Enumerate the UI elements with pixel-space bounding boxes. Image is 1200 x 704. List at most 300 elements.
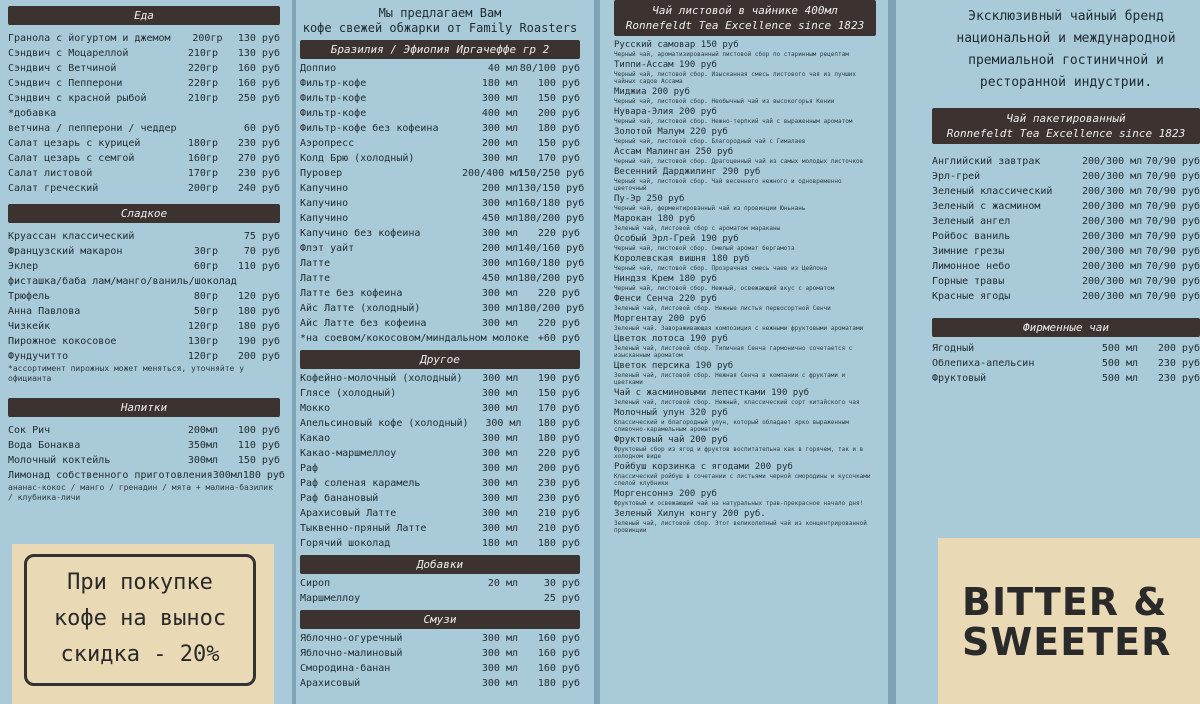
- menu-item-price: +60 руб: [537, 333, 580, 344]
- menu-item-price: 70/90 руб: [1145, 201, 1200, 212]
- tea-item: [614, 361, 876, 386]
- menu-item-name: Облепиха-апельсин: [932, 358, 1035, 369]
- menu-item-name: Лимонад собственного приготовления: [8, 470, 213, 481]
- menu-item-price: 160/180 руб: [518, 258, 585, 269]
- menu-item-volume: 200/300 мл: [1082, 276, 1143, 287]
- tea-item: [614, 462, 876, 487]
- menu-item-price: 110 руб: [237, 440, 280, 451]
- menu-item-name: Айс Латте без кофеина: [300, 318, 427, 329]
- menu-item-volume: 180 мл: [481, 538, 518, 549]
- menu-item-row: [932, 199, 1200, 214]
- food-header: Еда: [8, 6, 280, 25]
- menu-item-price: 180/200 руб: [518, 273, 585, 284]
- menu-item-name: Ягодный: [932, 343, 975, 354]
- menu-item-row: [300, 211, 585, 226]
- menu-item-volume: 300 мл: [481, 198, 518, 209]
- menu-item-row: [8, 181, 280, 196]
- menu-item-price: 180 руб: [537, 678, 580, 689]
- tea-name: Марокан 180 руб: [614, 214, 696, 224]
- menu-item-name: Раф соленая карамель: [300, 478, 421, 489]
- tea-name: Фенси Сенча 220 руб: [614, 294, 717, 304]
- menu-item-price: 200 руб: [537, 108, 580, 119]
- menu-item-price: 180 руб: [537, 123, 580, 134]
- menu-item-row: [932, 259, 1200, 274]
- coffee-header: Бразилия / Эфиопия Иргачеффе гр 2: [300, 40, 580, 59]
- tea-description: Зеленый чай, листовой сбор. Этот великолепный чай из концентрированной провинции: [614, 520, 867, 534]
- menu-panel-food: [0, 0, 292, 704]
- menu-item-volume: 300 мл: [481, 523, 518, 534]
- menu-item-price: 150 руб: [537, 138, 580, 149]
- menu-item-price: 160/180 руб: [518, 198, 585, 209]
- menu-item-name: ветчина / пепперони / чеддер: [8, 123, 177, 134]
- menu-item-volume: 130гр: [187, 336, 218, 347]
- menu-item-row: [300, 591, 580, 606]
- tea-name: Ассам Малинган 250 руб: [614, 147, 734, 157]
- sweet-list: [8, 229, 280, 364]
- menu-item-name: Зимние грезы: [932, 246, 1005, 257]
- menu-item-volume: 200/300 мл: [1082, 291, 1143, 302]
- tea-item: [614, 234, 876, 252]
- bag-tea-brand: Ronnefeldt Tea Excellence since 1823: [946, 127, 1186, 140]
- menu-item-price: 210 руб: [537, 523, 580, 534]
- menu-item-row: [300, 331, 580, 346]
- menu-item-price: 220 руб: [537, 318, 580, 329]
- tea-item: [614, 127, 876, 145]
- menu-item-volume: 450 мл: [481, 273, 518, 284]
- menu-item-price: 70/90 руб: [1145, 291, 1200, 302]
- menu-item-name: Ройбос ваниль: [932, 231, 1011, 242]
- menu-item-row: [8, 423, 280, 438]
- coffee-intro-line-2: кофе свежей обжарки от Family Roasters: [302, 21, 578, 35]
- menu-item-volume: 300 мл: [481, 493, 518, 504]
- menu-item-row: [8, 121, 280, 136]
- leaf-tea-title: Чай листовой в чайнике 400мл: [652, 4, 838, 17]
- menu-item-name: Какао: [300, 433, 331, 444]
- menu-item-name: Эклер: [8, 261, 39, 272]
- menu-item-row: [300, 121, 580, 136]
- tea-item: [614, 334, 876, 359]
- menu-item-volume: 200/300 мл: [1082, 231, 1143, 242]
- tea-item: [614, 314, 876, 332]
- brand-intro-line-4: ресторанной индустрии.: [979, 75, 1153, 90]
- tea-description: Зеленый чай, листовой сбор. Нежная Сенча в компании с фруктами и цветками: [614, 372, 846, 386]
- menu-item-price: 170 руб: [537, 153, 580, 164]
- menu-item-row: [300, 136, 580, 151]
- menu-item-name: Зеленый классический: [932, 186, 1053, 197]
- tea-name: Весенний Дарджилинг 290 руб: [614, 167, 761, 177]
- menu-item-name: Сэндвич с Ветчиной: [8, 63, 117, 74]
- menu-item-price: 130 руб: [237, 33, 280, 44]
- menu-item-volume: 170гр: [187, 168, 218, 179]
- menu-item-price: 230 руб: [537, 493, 580, 504]
- brand-intro-line-1: Эксклюзивный чайный бренд: [968, 9, 1164, 24]
- promo-frame: [24, 554, 256, 686]
- menu-item-name: Яблочно-малиновый: [300, 648, 403, 659]
- menu-item-row: [8, 274, 280, 289]
- tea-item: [614, 87, 876, 105]
- menu-item-volume: 200мл: [187, 425, 218, 436]
- menu-item-row: [300, 166, 585, 181]
- menu-item-row: [300, 181, 585, 196]
- menu-item-row: [932, 244, 1200, 259]
- menu-item-price: 200 руб: [537, 463, 580, 474]
- menu-item-name: Молочный коктейль: [8, 455, 111, 466]
- menu-item-row: [300, 646, 580, 661]
- menu-item-name: Латте без кофеина: [300, 288, 403, 299]
- tea-description: Зеленый чай, листовой сбор. Нежные листья первосортной Сенчи: [614, 305, 831, 312]
- menu-item-name: Колд Брю (холодный): [300, 153, 415, 164]
- tea-name: Королевская вишня 180 руб: [614, 254, 750, 264]
- leaf-tea-brand: Ronnefeldt Tea Excellence since 1823: [625, 19, 865, 32]
- menu-item-name: Гранола с йогуртом и джемом: [8, 33, 171, 44]
- menu-item-name: *добавка: [8, 108, 57, 119]
- menu-item-name: Доппио: [300, 63, 337, 74]
- menu-item-volume: 30гр: [193, 246, 218, 257]
- menu-item-row: [8, 136, 280, 151]
- menu-item-price: 160 руб: [537, 663, 580, 674]
- menu-item-volume: 80гр: [193, 291, 218, 302]
- menu-item-row: [8, 61, 280, 76]
- menu-item-volume: 300 мл: [481, 123, 518, 134]
- tea-description: Черный чай, листовой сбор. Нежный, освежающий вкус с ароматом: [614, 285, 835, 292]
- menu-item-row: [300, 536, 580, 551]
- menu-item-row: [8, 106, 280, 121]
- tea-description: Черный чай, листовой сбор. Благородный чай с Гималаев: [614, 138, 806, 145]
- smoothie-list: [300, 631, 580, 691]
- menu-item-price: 230 руб: [237, 168, 280, 179]
- menu-item-price: 180 руб: [237, 321, 280, 332]
- tea-item: [614, 40, 876, 58]
- menu-item-volume: 450 мл: [481, 213, 518, 224]
- menu-item-volume: 300мл: [187, 455, 218, 466]
- menu-item-volume: 300 мл: [481, 93, 518, 104]
- logo-line-2: SWEETER: [962, 620, 1172, 664]
- drinks-list: [8, 423, 285, 483]
- menu-item-name: Какао-маршмеллоу: [300, 448, 397, 459]
- menu-item-row: [8, 46, 280, 61]
- menu-item-name: Яблочно-огуречный: [300, 633, 403, 644]
- other-header: Другое: [300, 350, 580, 369]
- menu-item-row: [300, 386, 580, 401]
- menu-item-volume: 200/300 мл: [1082, 171, 1143, 182]
- menu-item-row: [300, 286, 580, 301]
- menu-item-price: 60 руб: [243, 123, 280, 134]
- menu-item-name: Сэндвич с Моцареллой: [8, 48, 129, 59]
- menu-item-name: Пирожное кокосовое: [8, 336, 117, 347]
- menu-item-volume: 20 мл: [487, 578, 518, 589]
- menu-item-price: 70/90 руб: [1145, 276, 1200, 287]
- menu-item-volume: 120гр: [187, 351, 218, 362]
- menu-item-price: 140/160 руб: [518, 243, 585, 254]
- menu-item-row: [300, 576, 580, 591]
- menu-item-volume: 200/300 мл: [1082, 186, 1143, 197]
- menu-item-volume: 300 мл: [485, 418, 522, 429]
- menu-item-row: [8, 244, 280, 259]
- brand-intro: [932, 6, 1200, 94]
- signature-tea-list: [932, 341, 1200, 386]
- addons-header: Добавки: [300, 555, 580, 574]
- tea-description: Черный чай, ферментированный чай из провинции Юньнань: [614, 205, 806, 212]
- menu-item-volume: 200гр: [187, 183, 218, 194]
- menu-item-price: 230 руб: [537, 478, 580, 489]
- menu-item-name: Кофейно-молочный (холодный): [300, 373, 463, 384]
- menu-item-row: [300, 61, 580, 76]
- menu-item-name: Сэндвич с Пепперони: [8, 78, 123, 89]
- menu-item-row: [8, 166, 280, 181]
- menu-item-volume: 50гр: [193, 306, 218, 317]
- menu-item-volume: 220гр: [187, 63, 218, 74]
- menu-item-volume: 400 мл: [481, 108, 518, 119]
- menu-item-volume: 300 мл: [481, 433, 518, 444]
- tea-name: Типпи-Ассам 190 руб: [614, 60, 717, 70]
- menu-item-price: 80/100 руб: [519, 63, 580, 74]
- menu-item-name: Пуровер: [300, 168, 343, 179]
- tea-item: [614, 147, 876, 165]
- menu-item-price: 70 руб: [243, 246, 280, 257]
- menu-item-row: [300, 241, 585, 256]
- menu-item-row: [8, 468, 285, 483]
- menu-item-row: [300, 416, 580, 431]
- menu-item-row: [8, 91, 280, 106]
- menu-item-row: [300, 431, 580, 446]
- menu-item-volume: [162, 106, 218, 121]
- menu-item-price: 25 руб: [543, 593, 580, 604]
- menu-item-row: [932, 184, 1200, 199]
- menu-item-volume: 200 мл: [481, 183, 518, 194]
- menu-item-row: [300, 446, 580, 461]
- menu-item-row: [300, 631, 580, 646]
- menu-item-volume: 210гр: [187, 93, 218, 104]
- leaf-tea-list: [614, 40, 876, 534]
- menu-item-volume: 500 мл: [1101, 358, 1138, 369]
- menu-item-row: [932, 289, 1200, 304]
- menu-item-price: [257, 274, 280, 289]
- menu-item-price: 220 руб: [537, 288, 580, 299]
- menu-item-price: 250 руб: [237, 93, 280, 104]
- menu-item-name: Салат цезарь с семгой: [8, 153, 135, 164]
- coffee-intro-line-1: Мы предлагаем Вам: [378, 6, 502, 20]
- menu-item-price: 70/90 руб: [1145, 186, 1200, 197]
- menu-item-price: 130/150 руб: [518, 183, 585, 194]
- menu-item-price: 230 руб: [1157, 373, 1200, 384]
- menu-item-row: [932, 274, 1200, 289]
- menu-item-volume: 300 мл: [481, 403, 518, 414]
- tea-description: Черный чай, листовой сбор. Необычный чай из высокогорья Кении: [614, 98, 835, 105]
- tea-description: Фруктовый и освежающий чай на натуральных трав-прекрасное начало дня!: [614, 500, 864, 507]
- menu-item-volume: 210гр: [187, 48, 218, 59]
- menu-item-volume: 350мл: [187, 440, 218, 451]
- menu-item-row: [300, 271, 585, 286]
- menu-item-row: [300, 521, 580, 536]
- menu-item-row: [300, 661, 580, 676]
- drinks-header: Напитки: [8, 398, 280, 417]
- menu-item-row: [8, 304, 280, 319]
- tea-name: Золотой Малум 220 руб: [614, 127, 728, 137]
- menu-item-name: Капучино: [300, 198, 349, 209]
- tea-item: [614, 294, 876, 312]
- menu-item-row: [932, 356, 1200, 371]
- menu-item-name: Круассан классический: [8, 231, 135, 242]
- tea-item: [614, 194, 876, 212]
- menu-item-volume: 60гр: [193, 261, 218, 272]
- menu-item-row: [300, 76, 580, 91]
- menu-item-row: [8, 229, 280, 244]
- tea-item: [614, 408, 876, 433]
- menu-item-price: 160 руб: [237, 78, 280, 89]
- menu-item-row: [932, 371, 1200, 386]
- menu-item-row: [300, 316, 580, 331]
- menu-item-price: 180 руб: [537, 433, 580, 444]
- tea-name: Миджиа 200 руб: [614, 87, 690, 97]
- tea-name: Моргенсоннэ 200 руб: [614, 489, 717, 499]
- menu-item-volume: 200/300 мл: [1082, 201, 1143, 212]
- menu-item-row: [300, 371, 580, 386]
- tea-description: Зеленый чай, листовой сбор с ароматом мараканы: [614, 225, 781, 232]
- coffee-list: [300, 61, 585, 346]
- menu-item-volume: 200/300 мл: [1082, 156, 1143, 167]
- menu-item-price: 180 руб: [537, 418, 580, 429]
- menu-item-row: [8, 76, 280, 91]
- menu-item-price: 190 руб: [537, 373, 580, 384]
- menu-item-volume: 300 мл: [482, 373, 519, 384]
- menu-item-volume: 200 мл: [481, 243, 518, 254]
- sweet-header: Сладкое: [8, 204, 280, 223]
- promo-line-1: При покупке: [67, 570, 213, 595]
- menu-item-row: [8, 334, 280, 349]
- menu-item-volume: 300 мл: [481, 663, 518, 674]
- menu-item-price: 180/200 руб: [518, 303, 585, 314]
- tea-item: [614, 509, 876, 534]
- menu-item-row: [300, 106, 580, 121]
- menu-item-row: [300, 461, 580, 476]
- tea-item: [614, 489, 876, 507]
- menu-item-row: [300, 151, 580, 166]
- menu-item-price: 160 руб: [537, 648, 580, 659]
- menu-item-name: Раф: [300, 463, 319, 474]
- menu-item-row: [300, 491, 580, 506]
- menu-item-price: 270 руб: [237, 153, 280, 164]
- menu-item-price: 70/90 руб: [1145, 246, 1200, 257]
- tea-name: Зеленый Хилун конгу 200 руб.: [614, 509, 766, 519]
- other-list: [300, 371, 580, 551]
- menu-item-name: Фильтр-кофе: [300, 93, 367, 104]
- menu-item-row: [8, 453, 280, 468]
- menu-item-volume: [462, 591, 518, 606]
- tea-item: [614, 274, 876, 292]
- menu-item-name: Вода Бонаква: [8, 440, 81, 451]
- menu-item-name: Чизкейк: [8, 321, 51, 332]
- menu-item-price: 220 руб: [537, 448, 580, 459]
- menu-item-price: 75 руб: [243, 231, 280, 242]
- menu-item-name: Фильтр-кофе без кофеина: [300, 123, 439, 134]
- menu-item-row: [8, 289, 280, 304]
- tea-name: Пу-Эр 250 руб: [614, 194, 685, 204]
- menu-item-volume: 300 мл: [481, 448, 518, 459]
- menu-item-name: Салат цезарь с курицей: [8, 138, 141, 149]
- signature-header: Фирменные чаи: [932, 318, 1200, 337]
- coffee-intro: [300, 6, 580, 36]
- tea-item: [614, 388, 876, 406]
- menu-item-row: [8, 31, 280, 46]
- menu-item-row: [300, 506, 580, 521]
- menu-item-row: [300, 676, 580, 691]
- menu-item-price: 240 руб: [237, 183, 280, 194]
- tea-description: Зеленый чай, листовой сбор. Нежный, классический сорт китайского чая: [614, 399, 860, 406]
- menu-item-volume: 200 мл: [481, 138, 518, 149]
- menu-item-price: 150 руб: [237, 455, 280, 466]
- menu-item-price: 180 руб: [242, 470, 285, 481]
- menu-item-price: 210 руб: [537, 508, 580, 519]
- menu-item-name: Салат греческий: [8, 183, 99, 194]
- menu-item-name: Глясе (холодный): [300, 388, 397, 399]
- bag-tea-list: [932, 154, 1200, 304]
- menu-item-row: [932, 341, 1200, 356]
- tea-description: Зеленый чай, листовой сбор. Типичная Сенча гармонично сочетается с изысканным ароматом: [614, 345, 853, 359]
- fold-divider: [888, 0, 896, 704]
- menu-item-volume: 200/300 мл: [1082, 261, 1143, 272]
- menu-item-row: [300, 301, 585, 316]
- menu-item-price: 100 руб: [237, 425, 280, 436]
- tea-name: Ройбуш корзинка с ягодами 200 руб: [614, 462, 793, 472]
- addons-list: [300, 576, 580, 606]
- menu-item-volume: 180 мл: [481, 78, 518, 89]
- menu-item-price: 160 руб: [237, 63, 280, 74]
- menu-item-price: 70/90 руб: [1145, 171, 1200, 182]
- menu-item-name: Трюфель: [8, 291, 51, 302]
- menu-item-name: Латте: [300, 273, 331, 284]
- menu-item-price: 180 руб: [237, 306, 280, 317]
- tea-item: [614, 167, 876, 192]
- tea-item: [614, 254, 876, 272]
- menu-item-name: Фундучитто: [8, 351, 69, 362]
- menu-item-row: [8, 319, 280, 334]
- leaf-tea-header: [614, 0, 876, 36]
- menu-item-name: Смородина-банан: [300, 663, 391, 674]
- menu-item-price: [218, 106, 280, 121]
- menu-item-row: [300, 226, 580, 241]
- menu-item-name: Сэндвич с красной рыбой: [8, 93, 147, 104]
- menu-item-name: Арахисовый Латте: [300, 508, 397, 519]
- logo-line-1: BITTER &: [962, 580, 1168, 624]
- menu-item-price: 150 руб: [537, 388, 580, 399]
- menu-item-name: Сок Рич: [8, 425, 51, 436]
- menu-item-name: Сироп: [300, 578, 331, 589]
- menu-item-row: [300, 91, 580, 106]
- menu-item-row: [300, 476, 580, 491]
- tea-description: Черный чай, листовой сбор. Драгоценный чай из самых молодых листочков: [614, 158, 864, 165]
- menu-item-name: Аэропресс: [300, 138, 355, 149]
- sweet-note: *ассортимент пирожных может меняться, уточняйте у официанта: [8, 364, 245, 383]
- menu-item-name: Лимонное небо: [932, 261, 1011, 272]
- menu-item-volume: 300 мл: [481, 303, 518, 314]
- menu-item-volume: 500 мл: [1101, 343, 1138, 354]
- tea-description: Черный чай, листовой сбор. Нежно-терпкий чай с выраженным ароматом: [614, 118, 853, 125]
- menu-item-price: 160 руб: [537, 633, 580, 644]
- menu-item-price: 200 руб: [1157, 343, 1200, 354]
- menu-item-name: Тыквенно-пряный Латте: [300, 523, 427, 534]
- menu-item-price: 220 руб: [537, 228, 580, 239]
- menu-item-volume: 220гр: [187, 78, 218, 89]
- menu-item-name: Эрл-грей: [932, 171, 981, 182]
- menu-item-volume: 300 мл: [481, 388, 518, 399]
- food-list: [8, 31, 280, 196]
- menu-item-price: 150/250 руб: [518, 168, 585, 179]
- menu-item-price: 190 руб: [237, 336, 280, 347]
- tea-name: Особый Эрл-Грей 190 руб: [614, 234, 739, 244]
- menu-item-volume: 300 мл: [481, 678, 518, 689]
- tea-name: Цветок персика 190 руб: [614, 361, 734, 371]
- menu-item-name: Капучино: [300, 183, 349, 194]
